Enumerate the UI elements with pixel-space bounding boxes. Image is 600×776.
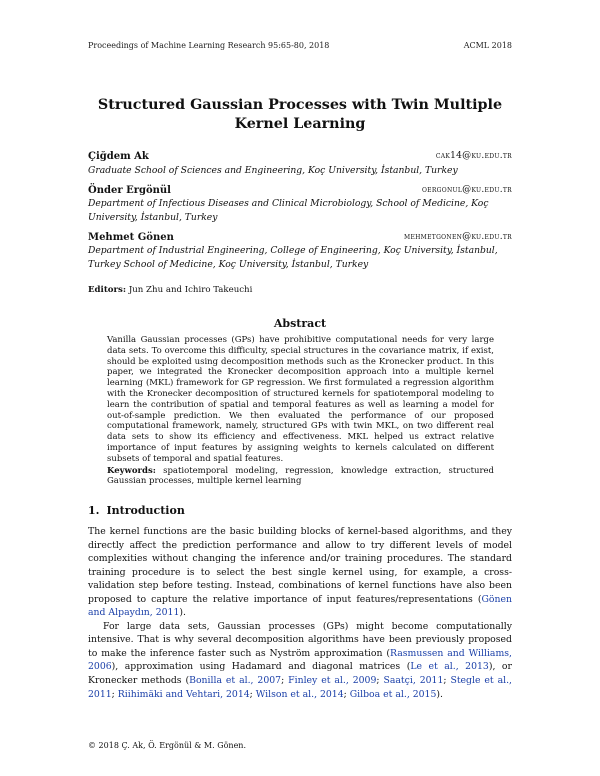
paragraph-text: ), or Kronecker methods (	[88, 661, 512, 687]
author-entry	[88, 184, 512, 225]
keywords-label: Keywords:	[107, 465, 156, 476]
citation-link[interactable]: Saatçi, 2011	[383, 675, 444, 687]
editors-label: Editors:	[88, 285, 127, 295]
citation-separator: ;	[376, 675, 384, 687]
keywords-line	[107, 466, 494, 488]
running-header	[88, 41, 512, 50]
author-affiliation: Graduate School of Sciences and Engineering, Koç University, İstanbul, Turkey	[88, 164, 458, 176]
citation-link[interactable]: Finley et al., 2009	[288, 675, 377, 687]
author-block	[88, 150, 512, 278]
citation-link[interactable]: Gilboa et al., 2015	[349, 688, 437, 700]
citation-link[interactable]: Stegle et al., 2011	[88, 675, 512, 700]
proceedings-label: Proceedings of Machine Learning Research 95:65-80, 2018	[88, 41, 330, 50]
citation-separator: ;	[343, 688, 350, 700]
citation-link[interactable]: Gönen and Alpaydın, 2011	[88, 593, 512, 619]
paragraph-text: ), approximation using Hadamard and diagonal matrices (	[111, 661, 411, 673]
citation-separator: ;	[281, 675, 289, 687]
editors-names: Jun Zhu and Ichiro Takeuchi	[128, 285, 253, 295]
author-entry	[88, 150, 512, 177]
intro-paragraph-1	[88, 525, 512, 620]
citation-link[interactable]: Le et al., 2013	[410, 661, 489, 673]
editors-line	[88, 285, 252, 295]
author-email[interactable]: oergonul@ku.edu.tr	[421, 184, 512, 195]
section-number: 1.	[88, 504, 100, 517]
citation-link[interactable]: Rasmussen and Williams, 2006	[88, 647, 513, 673]
abstract-heading: Abstract	[273, 317, 327, 330]
citation-separator: ;	[249, 688, 256, 700]
citation-separator: ;	[111, 688, 118, 700]
paragraph-text: ).	[179, 607, 186, 619]
section-title: Introduction	[106, 504, 185, 517]
intro-paragraph-2	[88, 620, 512, 701]
intro-body	[88, 525, 512, 701]
author-email[interactable]: cak14@ku.edu.tr	[435, 151, 512, 161]
author-affiliation: Department of Infectious Diseases and Clinical Microbiology, School of Medicine, Koç University, İstanbul, Turkey	[88, 198, 489, 223]
citation-link[interactable]: Riihimäki and Vehtari, 2014	[117, 688, 250, 700]
author-name: Mehmet Gönen	[88, 231, 174, 243]
paragraph-text: For large data sets, Gaussian processes (GPs) might become computationally intensive. That is why several decomposition algorithms have been previously proposed to make the inference faster such as Nyström approximation (	[88, 620, 512, 659]
author-email[interactable]: mehmetgonen@ku.edu.tr	[404, 231, 512, 242]
citation-link[interactable]: Wilson et al., 2014	[255, 688, 344, 700]
paper-title: Structured Gaussian Processes with Twin Multiple Kernel Learning	[97, 97, 503, 132]
abstract-body	[107, 335, 494, 487]
paragraph-text: The kernel functions are the basic building blocks of kernel-based algorithms, and they directly affect the prediction performance and allow to try different levels of model complexities without changing the inference and/or training procedures. The standard training procedure is to select the best single kernel using, for example, a cross-validation step before testing. Instead, combinations of kernel functions have also been proposed to capture the relative importance of input features/representations (	[88, 526, 512, 605]
author-name: Çiğdem Ak	[88, 151, 149, 162]
author-entry	[88, 231, 512, 272]
paragraph-text: ).	[436, 688, 443, 700]
author-name: Önder Ergönül	[88, 184, 171, 196]
conference-label: ACML 2018	[463, 41, 512, 50]
citation-link[interactable]: Bonilla et al., 2007	[189, 675, 282, 687]
author-affiliation: Department of Industrial Engineering, College of Engineering, Koç University, İstanbul, Turkey School of Medicine, Koç University, İstanbul, Turkey	[88, 245, 498, 270]
keywords-text: spatiotemporal modeling, regression, knowledge extraction, structured Gaussian processes, multiple kernel learning	[107, 465, 495, 487]
copyright-footer: © 2018 Ç. Ak, Ö. Ergönül & M. Gönen.	[88, 741, 246, 750]
citation-separator: ;	[443, 675, 451, 687]
section-heading	[88, 504, 192, 517]
abstract-text: Vanilla Gaussian processes (GPs) have prohibitive computational needs for very large data sets. To overcome this difficulty, special structures in the covariance matrix, if exist, should be exploited using decomposition methods such as the Kronecker product. In this paper, we integrated the Kronecker decomposition approach into a multiple kernel learning (MKL) framework for GP regression. We first formulated a regression algorithm with the Kronecker decomposition of structured kernels for spatiotemporal modeling to learn the contribution of spatial and temporal features as well as learning a model for out-of-sample prediction. We then evaluated the performance of our proposed computational framework, namely, structured GPs with twin MKL, on two different real data sets to show its efficiency and effectiveness. MKL helped us extract relative importance of input features by assigning weights to kernels calculated on different subsets of temporal and spatial features.	[107, 335, 494, 464]
